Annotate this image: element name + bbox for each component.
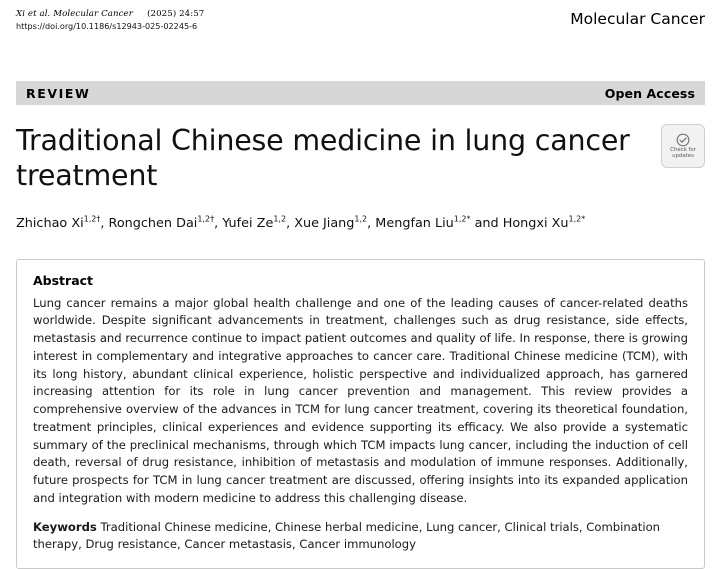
crossmark-line1: Check for [670,146,696,153]
keywords-values: Traditional Chinese medicine, Chinese herbal medicine, Lung cancer, Clinical trials, Combination therapy, Drug resistance, Cancer metastasis, Cancer immunology [33,519,661,552]
abstract-box [16,259,705,569]
running-head [16,0,705,33]
keywords-label: Keywords [33,519,97,534]
running-head-citation [16,8,204,33]
doi-link[interactable]: https://doi.org/10.1186/s12943-025-02245-6 [16,21,198,32]
citation-year-volume: (2025) 24:57 [147,9,205,19]
abstract-heading: Abstract [33,272,94,288]
article-type-banner [16,81,705,105]
title-block [16,124,705,194]
open-access-label: Open Access [604,85,695,101]
crossmark-badge[interactable] [661,124,705,168]
citation-authors-journal: Xi et al. Molecular Cancer [16,9,133,19]
journal-title: Molecular Cancer [570,10,705,28]
crossmark-line2: updates [672,152,694,159]
page-title: Traditional Chinese medicine in lung cancer treatment [16,124,630,193]
citation-line [16,8,204,20]
abstract-body: Lung cancer remains a major global health challenge and one of the leading causes of cancer-related deaths worldwide. Despite significant advancements in treatment, challenges such as drug resistance, side effects, metastasis and recurrence continue to impact patient outcomes and quality of life. In response, there is growing interest in complementary and integrative approaches to cancer care. Traditional Chinese medicine (TCM), with its long history, abundant clinical experience, holistic perspective and individualized approach, has garnered increasing attention for its role in lung cancer prevention and management. This review provides a comprehensive overview of the advances in TCM for lung cancer treatment, covering its theoretical foundation, treatment principles, clinical experiences and evidence supporting its efficacy. We also provide a systematic summary of the preclinical mechanisms, through which TCM impacts lung cancer, including the induction of cell death, reversal of drug resistance, inhibition of metastasis and modulation of immune responses. Additionally, future prospects for TCM in lung cancer treatment are discussed, offering insights into its expanded application and integration with modern medicine to address this challenging disease. [33,295,688,505]
keywords-line [33,519,688,554]
check-icon [676,133,690,147]
author-list: Zhichao $Xi^{1,2\dagger}$, Rongchen Dai$^{1,2\dagger}$, Yufei Ze$^{1,2}$, Xue Jiang$^{1,2}$, Mengfan Liu$^{1,2*}$ and Hongxi $Xu^{1,2*}$ [16,214,586,231]
article-type-label: REVIEW [26,85,91,101]
